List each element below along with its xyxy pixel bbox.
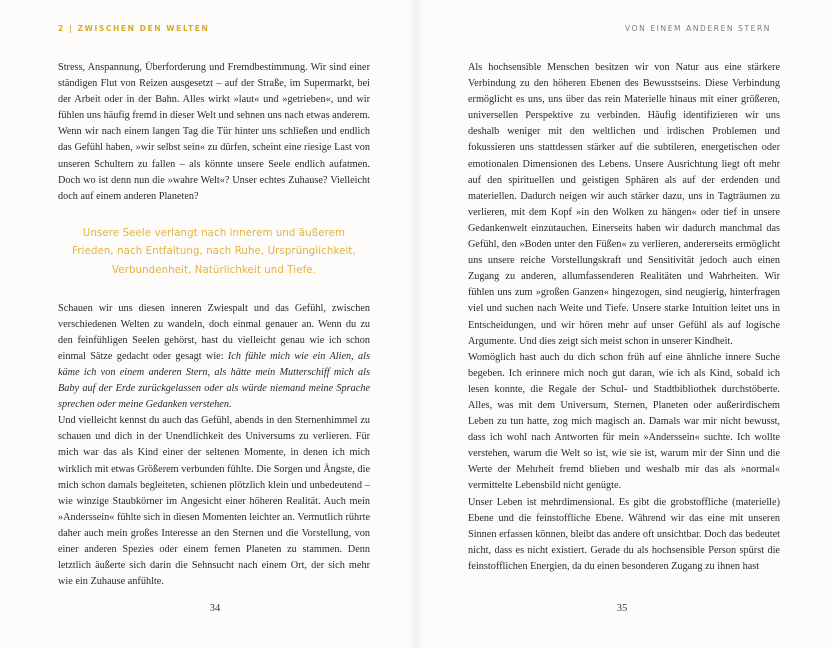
chapter-running-head: 2 | ZWISCHEN DEN WELTEN bbox=[58, 24, 210, 33]
right-body-text bbox=[468, 60, 780, 575]
page-number: 34 bbox=[209, 603, 221, 614]
paragraph: Unser Leben ist mehrdimensional. Es gibt die grobstoffliche (materielle) Ebene und die feinstoffliche Ebene. Während wir das eine mit unseren Sinnen erfassen können, bleibt das andere oft unsichtbar. Doch das bedeutet nicht, dass es nicht existiert. Gerade du als hochsensible Person spürst die feinstofflichen Energien, da du einen besonderen Zugang zu ihnen hast bbox=[468, 496, 780, 572]
left-body-text bbox=[58, 60, 370, 590]
paragraph: Womöglich hast auch du dich schon früh auf eine ähnliche innere Suche begeben. Ich erinnere mich noch gut daran, wie ich als Kind, sobald ich lesen konnte, die Regale der Schul- und Stadtbibliothek durchstöberte. Alles, was mit dem Universum, Sternen, Planeten oder außerirdischem Leben zu tun hatte, zog mich magisch an. Damals war mir nicht bewusst, dass ich wohl nach Antworten für mein »Anderssein« suchte. Ich wollte verstehen, warum die Welt so ist, wie sie ist, warum mir der Sinn und die Werte der Mehrheit fremd blieben und weshalb mir das als »normal« vermittelte Lebensbild nicht genügte. bbox=[468, 351, 780, 492]
italic-quote: Ich fühle mich wie ein Alien, als käme ich von einem anderen Stern, als hätte mein Mutterschiff mich als Baby auf der Erde zurückgelassen oder als würde niemand meine Sprache sprechen oder meine Gedanken verstehen. bbox=[58, 350, 370, 411]
section-running-head: VON EINEM ANDEREN STERN bbox=[625, 24, 771, 33]
paragraph bbox=[58, 301, 370, 414]
paragraph-text: Schauen wir uns diesen inneren Zwiespalt und das Gefühl, zwischen verschiedenen Welten zu wandeln, doch einmal genauer an. Wenn du zu den feinfühligen Seelen gehörst, hast du vielleicht genau wie ich schon einmal Sätze gedacht oder gesagt wie: bbox=[58, 302, 370, 362]
left-page bbox=[0, 0, 416, 648]
paragraph: Stress, Anspannung, Überforderung und Fremdbestimmung. Wir sind einer ständigen Flut von Reizen ausgesetzt – auf der Straße, im Supermarkt, bei der Arbeit oder in der Bahn. Alles wirkt »laut« und »getrieben«, und wir fühlen uns häufig fremd in dieser Welt und sehnen uns nach etwas anderem. Wenn wir nach einem langen Tag die Tür hinter uns schließen und endlich das Gefühl haben, »wir selbst sein« zu dürfen, scheint eine riesige Last von unseren Schultern zu fallen – als könnte unsere Seele endlich aufatmen. Doch wo ist denn nun die »wahre Welt«? Unser echtes Zuhause? Vielleicht doch auf einem anderen Planeten? bbox=[58, 62, 370, 202]
pull-quote: Unsere Seele verlangt nach innerem und äußerem Frieden, nach Entfaltung, nach Ruhe, Ursprünglichkeit, Verbundenheit, Natürlichkeit und Tiefe. bbox=[72, 227, 356, 277]
paragraph: Und vielleicht kennst du auch das Gefühl, abends in den Sternenhimmel zu schauen und dich in der Unendlichkeit des Universums zu verlieren. Für mich war das als Kind einer der seltenen Momente, in denen ich mich wirklich mit etwas Größerem verbunden fühlte. Die Sorgen und Ängste, die mich schon damals begleiteten, schienen plötzlich klein und unbedeutend – wie winzige Staubkörner im Angesicht einer höheren Realität. Auch mein »Anderssein« fühlte sich in diesen Momenten leichter an. Vermutlich rührte daher auch mein großes Interesse an den Sternen und die Vorstellung, von einer anderen Spezies oder einem fernen Planeten zu stammen. Denn letztlich äußerte sich darin die Sehnsucht nach einem Ort, der sich mehr wie ein Zuhause anfühlte. bbox=[58, 415, 370, 588]
page-number: 35 bbox=[616, 603, 628, 614]
right-page bbox=[416, 0, 833, 648]
paragraph: Als hochsensible Menschen besitzen wir von Natur aus eine stärkere Verbindung zu den höheren Ebenen des Bewusstseins. Diese Verbindung ermöglicht es uns, uns über das rein Materielle hinaus mit einer größeren, universellen Perspektive zu verbinden. Häufig identifizieren wir uns deshalb weniger mit den weltlichen und irdischen Problemen und fokussieren uns stattdessen stärker auf die subtileren, energetischen oder emotionalen Dimensionen des Lebens. Unsere Ausrichtung liegt oft mehr auf den spirituellen und geistigen Sphären als auf der erdenden und materiellen. Dadurch neigen wir auch stärker dazu, uns in Tagträumen zu verlieren, mit dem Kopf »in den Wolken zu hängen« oder tief in unsere Gedankenwelt einzutauchen. Einerseits haben wir dadurch manchmal das Gefühl, den »Boden unter den Füßen« zu verlieren, andererseits ermöglicht uns unsere reiche Vorstellungskraft und Sensitivität jedoch auch einen Zugang zu anderen, allumfassenderen Realitäten und Wahrheiten. Wir fühlen uns zum »großen Ganzen« hingezogen, sind neugierig, hinterfragen viel und suchen nach Weite und Tiefe. Unsere starke Intuition leitet uns in Entscheidungen, und wir hören mehr auf unser Gefühl als auf logische Argumente. Und dies zeigt sich meist schon in unserer Kindheit. bbox=[468, 62, 780, 347]
